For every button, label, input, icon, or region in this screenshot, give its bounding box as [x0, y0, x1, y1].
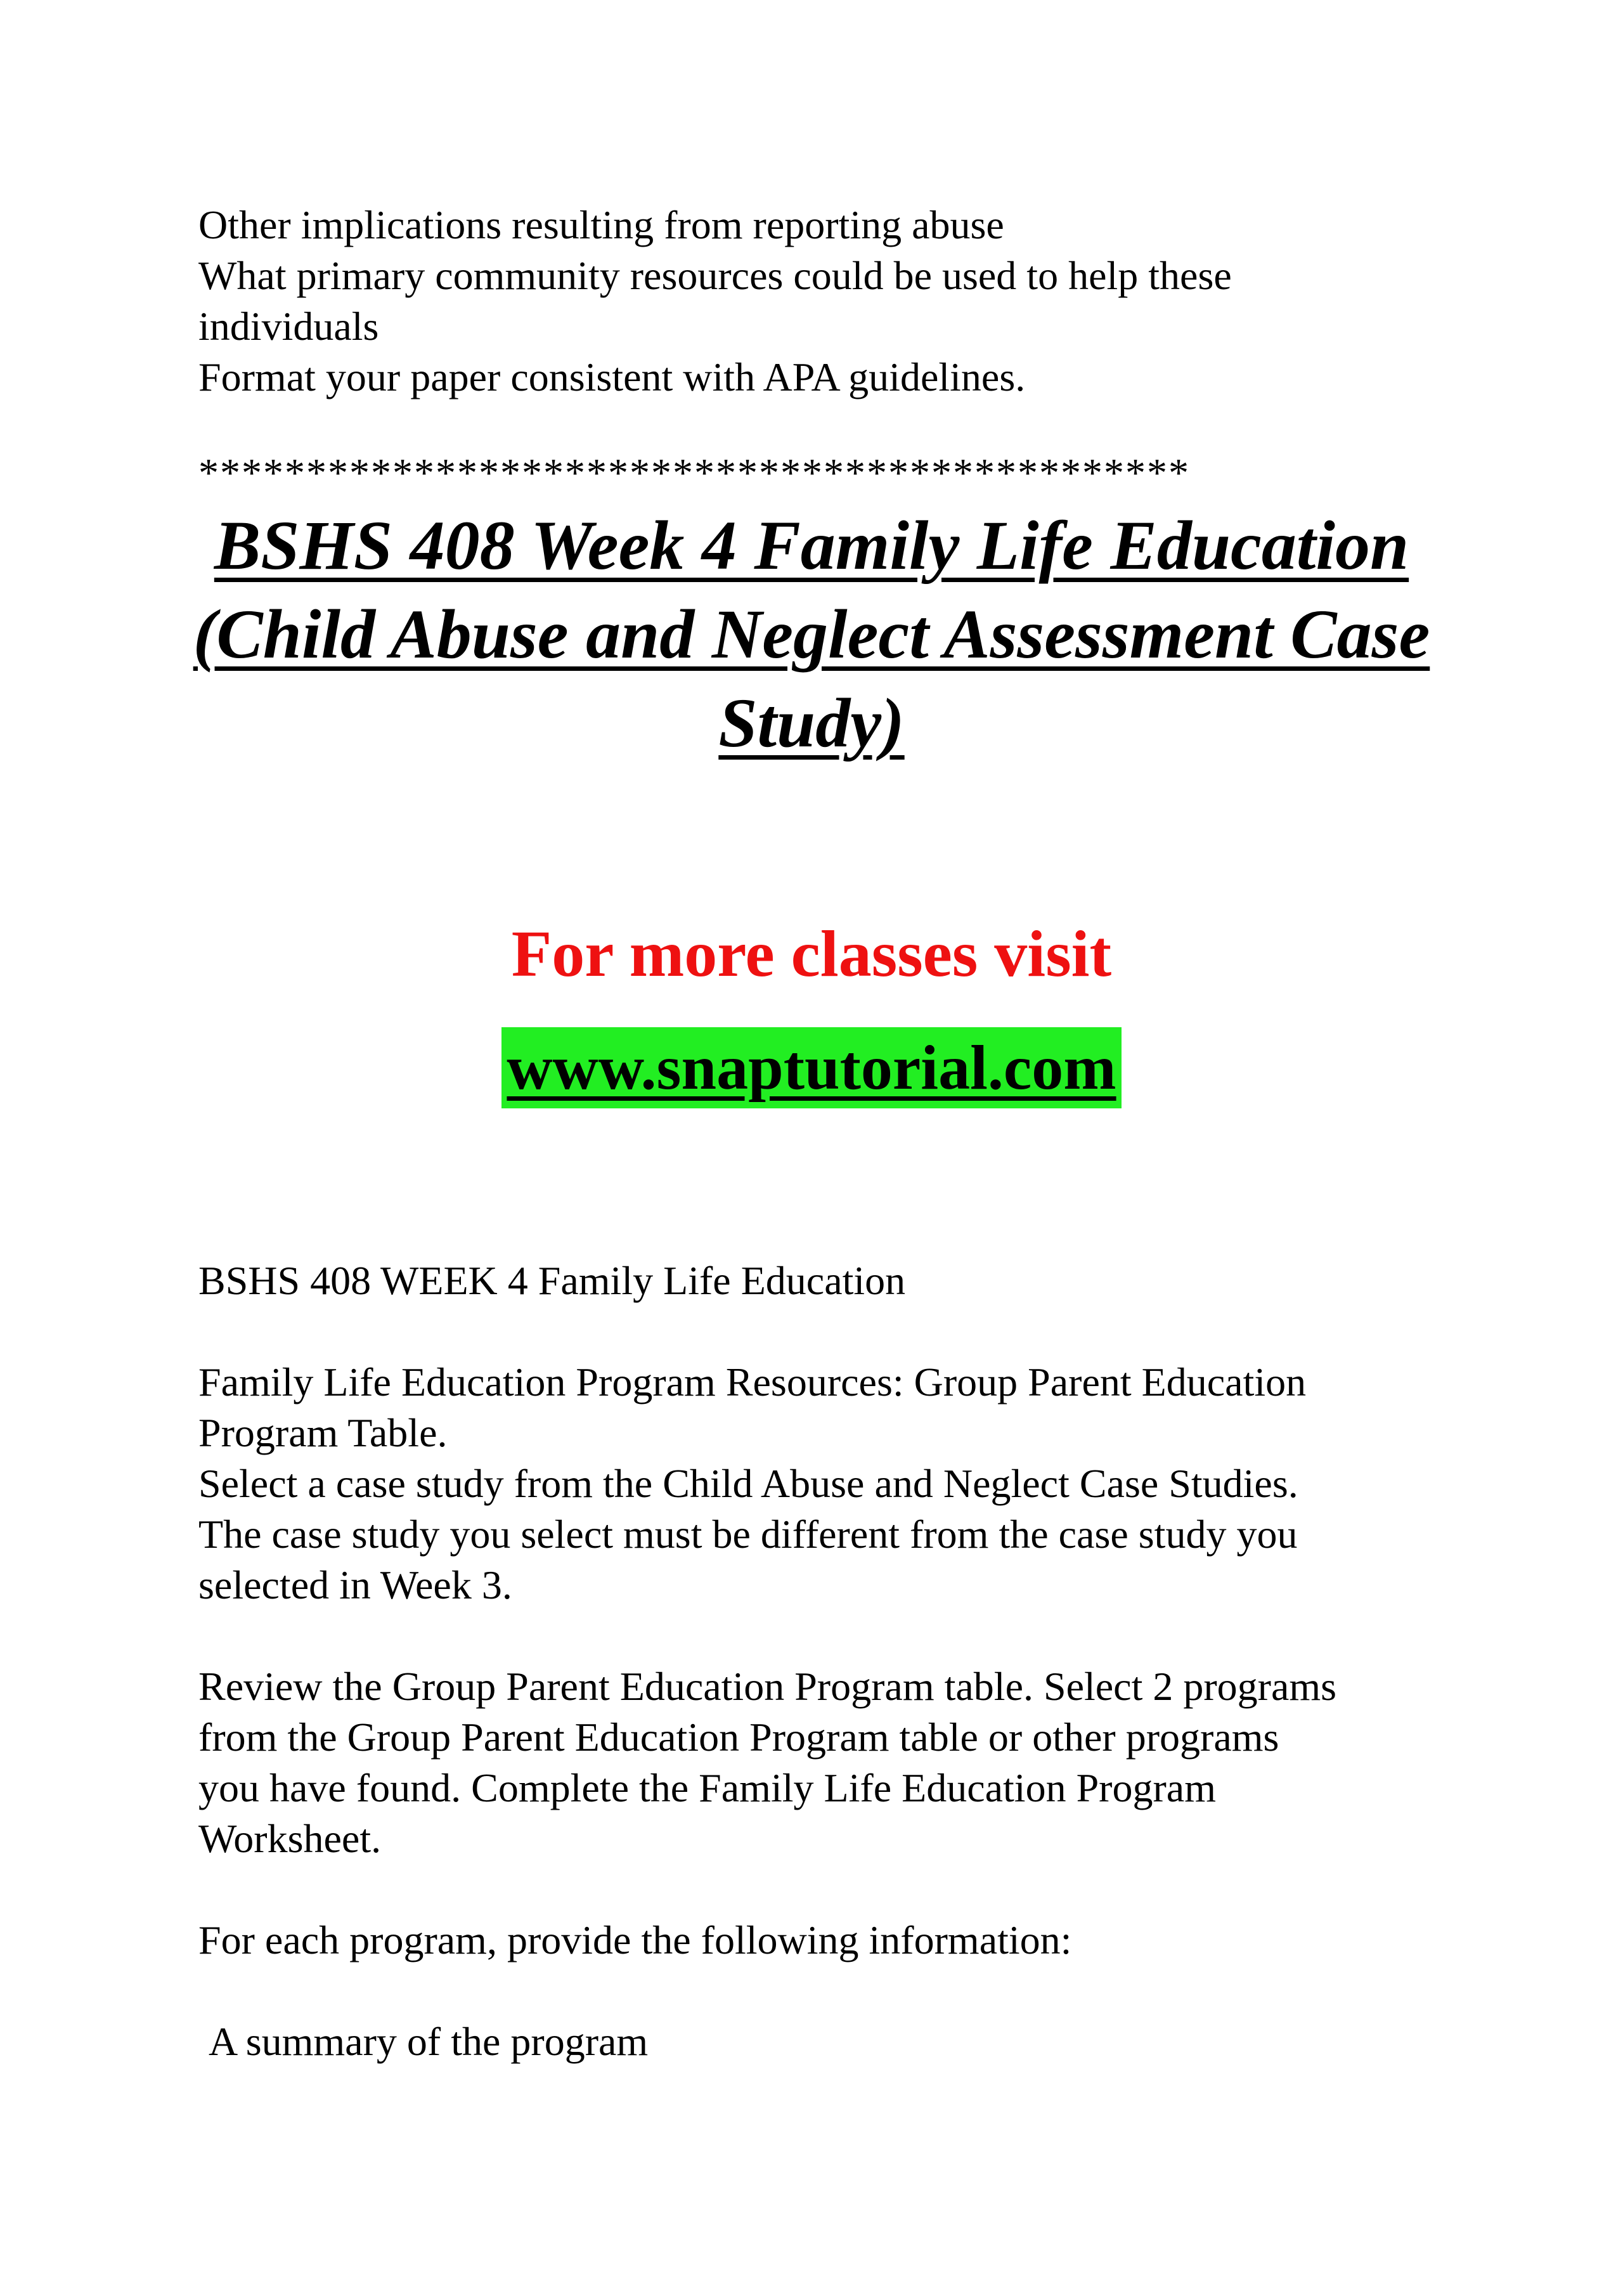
- promo-text: For more classes visit: [511, 918, 1112, 990]
- para2-line-4: Worksheet.: [198, 1816, 382, 1861]
- para1-line-5: selected in Week 3.: [198, 1562, 512, 1607]
- para3-text: For each program, provide the following information:: [198, 1917, 1072, 1962]
- separator-stars: **********************************************: [198, 450, 1190, 495]
- para1-line-3: Select a case study from the Child Abuse and Neglect Case Studies.: [198, 1461, 1298, 1506]
- para1-line-1: Family Life Education Program Resources: Group Parent Education: [198, 1359, 1307, 1404]
- title-line-1: BSHS 408 Week 4 Family Life Education: [214, 507, 1409, 584]
- para4-text: A summary of the program: [198, 2019, 649, 2064]
- intro-line-4: Format your paper consistent with APA guidelines.: [198, 354, 1026, 399]
- title-line-2: (Child Abuse and Neglect Assessment Case: [193, 595, 1430, 673]
- promo-link-wrapper: [0, 1027, 1623, 1108]
- para2-line-2: from the Group Parent Education Program table or other programs: [198, 1715, 1279, 1760]
- para1-line-4: The case study you select must be different from the case study you: [198, 1512, 1298, 1557]
- intro-line-1: Other implications resulting from reporting abuse: [198, 202, 1004, 247]
- snaptutorial-link[interactable]: www.snaptutorial.com: [501, 1027, 1121, 1108]
- document-title: [178, 501, 1445, 767]
- title-line-3: Study): [718, 684, 905, 762]
- para2-line-3: you have found. Complete the Family Life Education Program: [198, 1765, 1216, 1810]
- intro-line-3: individuals: [198, 304, 379, 349]
- para1-line-2: Program Table.: [198, 1410, 448, 1455]
- intro-line-2: What primary community resources could be used to help these: [198, 253, 1232, 298]
- para2-line-1: Review the Group Parent Education Program table. Select 2 programs: [198, 1664, 1337, 1709]
- content-heading: BSHS 408 WEEK 4 Family Life Education: [198, 1258, 906, 1303]
